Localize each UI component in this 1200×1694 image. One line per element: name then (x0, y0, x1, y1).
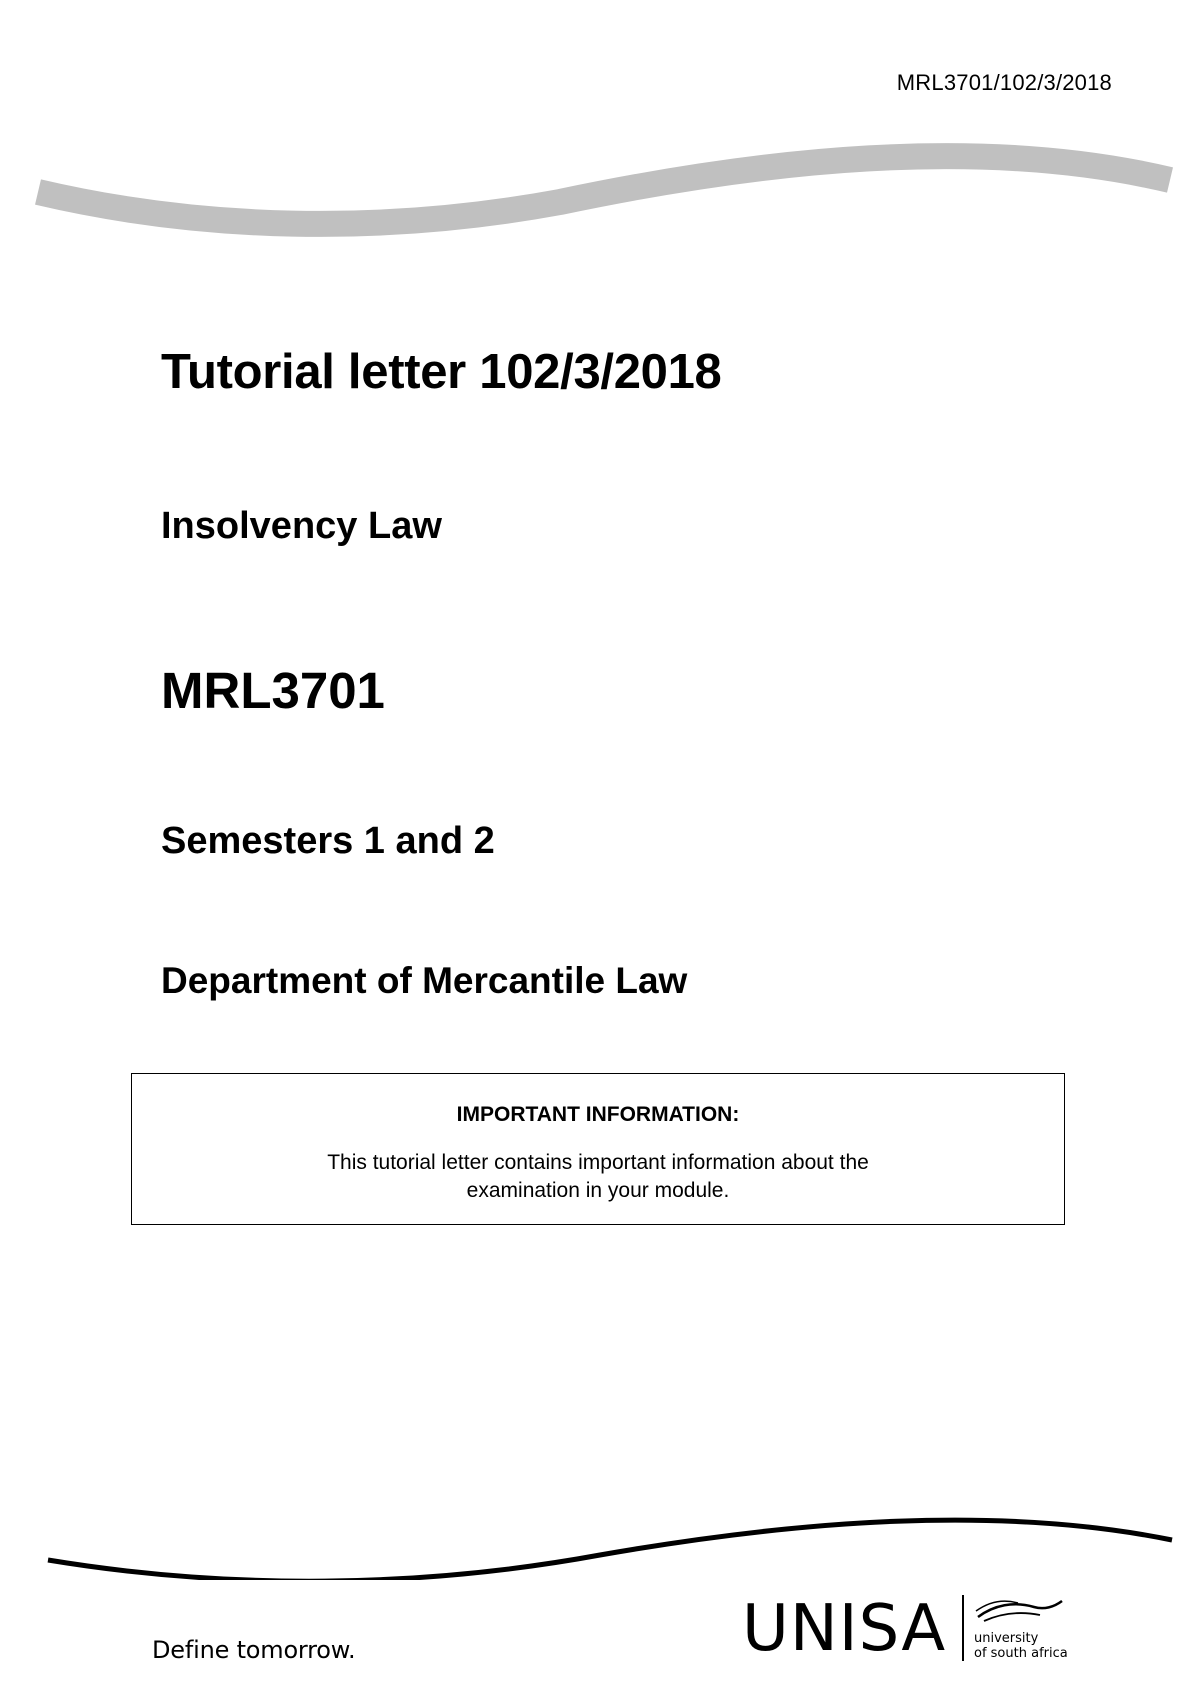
module-name: Insolvency Law (161, 505, 442, 547)
decorative-wave-bottom (0, 1500, 1200, 1580)
semesters-label: Semesters 1 and 2 (161, 820, 495, 862)
logo-subtext-line2: of south africa (974, 1646, 1068, 1661)
department-name: Department of Mercantile Law (161, 960, 688, 1001)
tutorial-letter-title: Tutorial letter 102/3/2018 (161, 345, 722, 399)
logo-emblem-icon (974, 1597, 1064, 1627)
important-information-text: This tutorial letter contains important information about the examination in your module. (327, 1151, 869, 1202)
module-code: MRL3701 (161, 662, 385, 719)
important-information-box (131, 1073, 1065, 1225)
logo-wordmark: UNISA (742, 1592, 947, 1666)
important-information-heading: IMPORTANT INFORMATION: (456, 1103, 740, 1126)
logo-subtext-line1: university (974, 1631, 1039, 1646)
unisa-logo (742, 1593, 1072, 1665)
logo-divider (962, 1595, 964, 1661)
document-code: MRL3701/102/3/2018 (896, 70, 1112, 95)
decorative-wave-top (0, 120, 1200, 270)
tagline: Define tomorrow. (152, 1636, 356, 1664)
logo-subtext (974, 1631, 1068, 1661)
